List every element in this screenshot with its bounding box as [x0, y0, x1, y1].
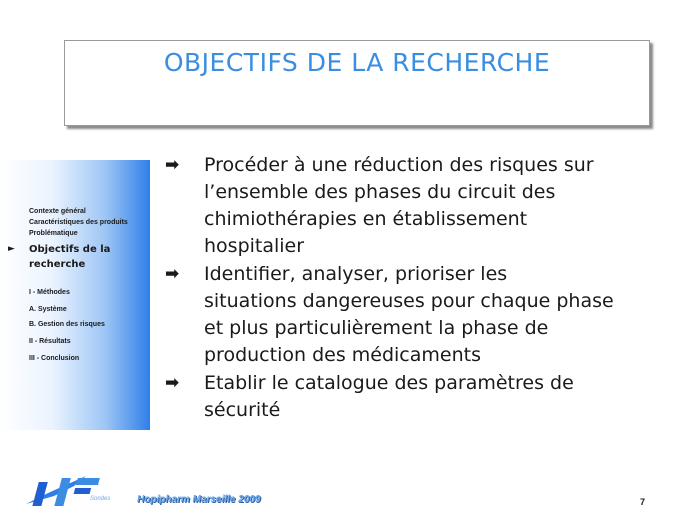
bullet-line: et plus particulièrement la phase de: [204, 317, 549, 339]
sidebar-item-contexte: Contexte général: [29, 208, 86, 215]
sidebar-nav: [0, 160, 150, 430]
sidebar-item-gestion: B. Gestion des risques: [29, 321, 105, 328]
bullet-line: Etablir le catalogue des paramètres de: [204, 372, 574, 394]
bullet-line: chimiothérapies en établissement: [204, 208, 528, 230]
bullet-line: hospitalier: [204, 235, 305, 257]
arrow-right-icon: ➡: [165, 264, 180, 284]
bullet-line: sécurité: [204, 399, 281, 421]
bullet-line: Identifier, analyser, prioriser les: [204, 263, 508, 285]
hopipharm-logo: [24, 470, 134, 510]
logo-bar: [74, 488, 92, 494]
bullet-item: [165, 370, 665, 424]
sidebar-active-line2: recherche: [29, 259, 86, 270]
footer-text: Hopipharm Marseille 2009: [137, 494, 261, 505]
sidebar-item-methodes: I - Méthodes: [29, 289, 70, 296]
bullet-item: [165, 152, 665, 260]
arrow-right-icon: ➡: [165, 373, 180, 393]
sidebar-item-caracteristiques: Caractéristiques des produits: [29, 219, 128, 226]
sidebar-active-line1: Objectifs de la: [29, 244, 111, 255]
logo-bar: [76, 478, 100, 485]
bullet-line: Procéder à une réduction des risques sur: [204, 154, 594, 176]
bullet-list: [165, 152, 665, 425]
sidebar-item-conclusion: III - Conclusion: [29, 355, 80, 362]
sidebar-item-problematique: Problématique: [29, 230, 78, 237]
bullet-line: l’ensemble des phases du circuit des: [204, 181, 556, 203]
bullet-item: [165, 261, 665, 369]
sidebar-item-resultats: II - Résultats: [29, 338, 71, 345]
bullet-line: production des médicaments: [204, 344, 481, 366]
title-box: [64, 40, 650, 126]
logo-caption: Sondes: [90, 496, 111, 502]
active-marker-icon: ►: [8, 244, 15, 254]
slide-title: OBJECTIFS DE LA RECHERCHE: [163, 48, 551, 77]
bullet-line: situations dangereuses pour chaque phase: [204, 290, 614, 312]
logo-bar: [32, 482, 47, 506]
page-number: 7: [640, 497, 646, 507]
arrow-right-icon: ➡: [165, 155, 180, 175]
sidebar-item-systeme: A. Système: [29, 306, 67, 313]
sidebar-item-objectifs: [29, 242, 110, 272]
